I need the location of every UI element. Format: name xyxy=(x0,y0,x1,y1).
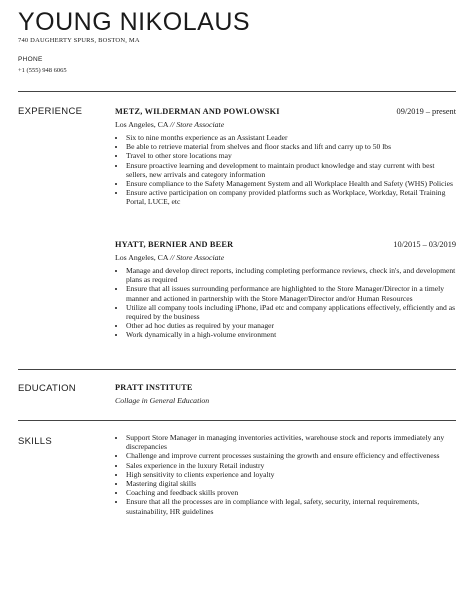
company-name: HYATT, BERNIER AND BEER xyxy=(115,240,234,249)
contact-block xyxy=(18,56,67,74)
company-name: METZ, WILDERMAN AND POWLOWSKI xyxy=(115,107,280,116)
list-item: • Ensure that all the processes are in compliance with legal, safety, security, internal requirements, sustainability, HR guidelines xyxy=(126,497,456,515)
list-item: • Sales experience in the luxury Retail industry xyxy=(126,461,456,470)
job-role: Store Associate xyxy=(176,253,225,262)
list-item: • Ensure that all issues surrounding performance are highlighted to the Store Manager/Director in a timely manner and actioned in partnership with the Store Manager/Director and/or Human Resources xyxy=(126,284,456,302)
list-item: • Ensure active participation on company provided platforms such as Workplace, Workday, Retail Training Portal, LUCE, etc xyxy=(126,188,456,206)
job-location: Los Angeles, CA xyxy=(115,253,169,262)
list-item: • Ensure compliance to the Safety Management System and all Workplace Health and Safety (WHS) Policies xyxy=(126,179,456,188)
divider-experience xyxy=(18,91,456,92)
list-item: • Challenge and improve current processes sustaining the growth and ensure efficiency and effectiveness xyxy=(126,451,456,460)
job-bullets xyxy=(115,266,456,340)
list-item: • Manage and develop direct reports, including completing performance reviews, check in's, and development plans as required xyxy=(126,266,456,284)
list-item: • Be able to retrieve material from shelves and floor stacks and lift and carry up to 50 lbs xyxy=(126,142,456,151)
list-item: • Travel to other store locations may xyxy=(126,151,456,160)
divider-education xyxy=(18,369,456,370)
candidate-name: YOUNG NIKOLAUS xyxy=(18,8,251,36)
list-item: • Mastering digital skills xyxy=(126,479,456,488)
divider-skills xyxy=(18,420,456,421)
list-item: • Work dynamically in a high-volume environment xyxy=(126,330,456,339)
job-dates: 10/2015 – 03/2019 xyxy=(393,240,456,249)
list-item: • Other ad hoc duties as required by your manager xyxy=(126,321,456,330)
role-separator: // xyxy=(170,120,175,129)
job-entry xyxy=(115,240,456,340)
education-entry xyxy=(115,383,456,405)
job-role: Store Associate xyxy=(176,120,225,129)
education-section-title: EDUCATION xyxy=(18,383,76,394)
list-item: • Coaching and feedback skills proven xyxy=(126,488,456,497)
candidate-address: 740 DAUGHERTY SPURS, BOSTON, MA xyxy=(18,37,140,44)
job-header xyxy=(115,240,456,249)
list-item: • Support Store Manager in managing inventories activities, warehouse stock and reports immediately any discrepancies xyxy=(126,433,456,451)
list-item: • High sensitivity to clients experience and loyalty xyxy=(126,470,456,479)
job-header xyxy=(115,107,456,116)
list-item: • Ensure proactive learning and development to maintain product knowledge and stay current with best sellers, new arrivals and category information xyxy=(126,161,456,179)
role-separator: // xyxy=(170,253,175,262)
job-location-role xyxy=(115,120,456,129)
job-bullets xyxy=(115,133,456,207)
skills-list xyxy=(115,433,456,516)
job-location: Los Angeles, CA xyxy=(115,120,169,129)
skills-section-title: SKILLS xyxy=(18,436,53,447)
degree-name: Collage in General Education xyxy=(115,396,210,405)
phone-value: +1 (555) 948 6065 xyxy=(18,67,67,74)
job-location-role xyxy=(115,253,456,262)
list-item: • Six to nine months experience as an Assistant Leader xyxy=(126,133,456,142)
school-name: PRATT INSTITUTE xyxy=(115,383,193,392)
list-item: • Utilize all company tools including iPhone, iPad etc and company applications effectively, efficiently and as required by the business xyxy=(126,303,456,321)
skills-entry xyxy=(115,433,456,516)
experience-section-title: EXPERIENCE xyxy=(18,106,83,117)
job-entry xyxy=(115,107,456,207)
phone-label: PHONE xyxy=(18,56,43,63)
job-dates: 09/2019 – present xyxy=(396,107,456,116)
